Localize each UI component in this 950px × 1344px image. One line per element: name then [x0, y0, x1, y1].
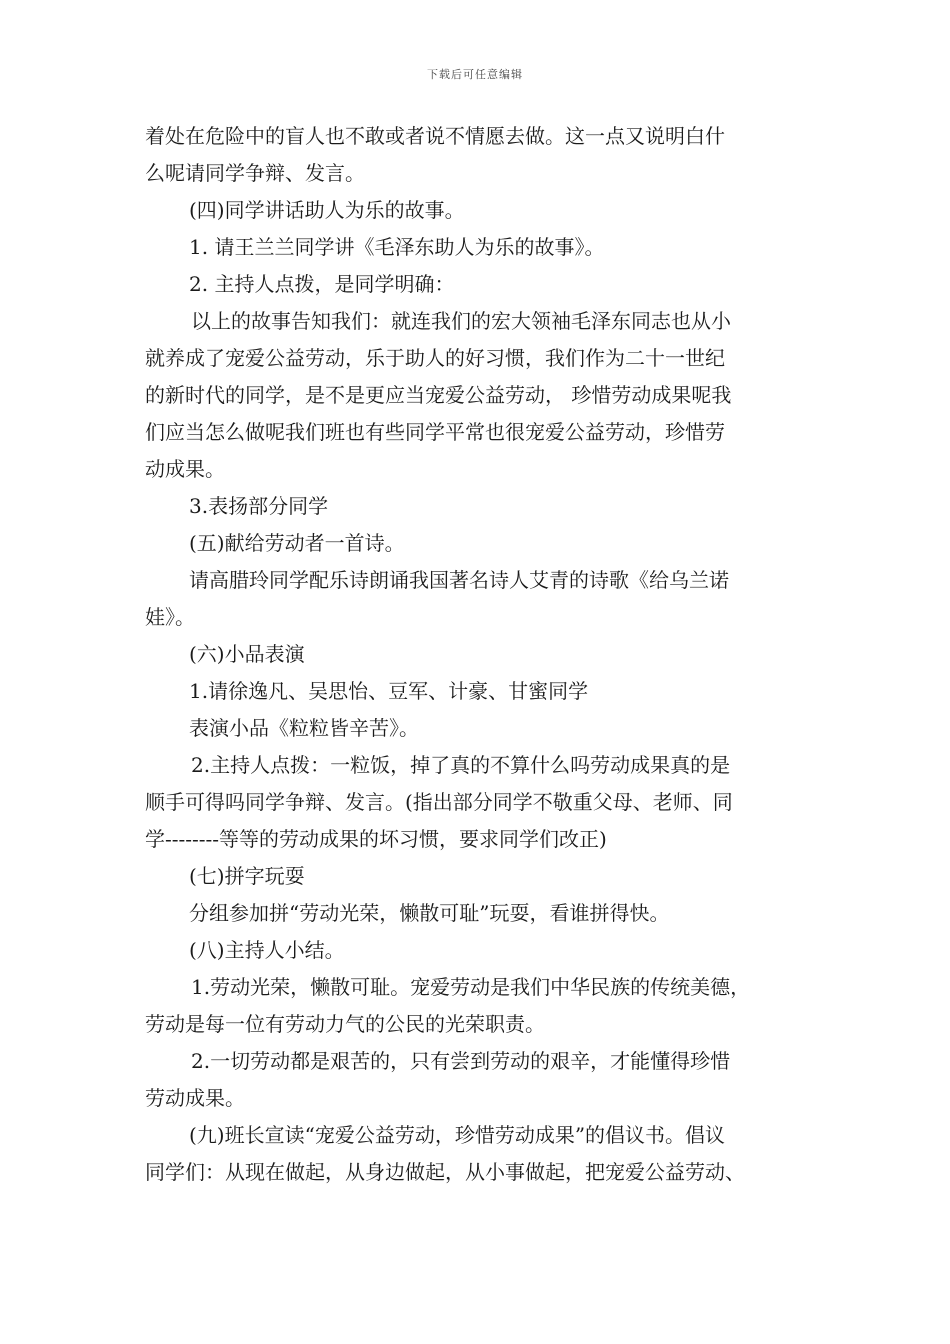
- list-item: 2.主持人点拨：一粒饭，掉了真的不算什么吗劳动成果真的是: [191, 753, 731, 777]
- section-heading: (四)同学讲话助人为乐的故事。: [189, 198, 465, 222]
- list-item: 3.表扬部分同学: [189, 494, 329, 518]
- text-line: 劳动是每一位有劳动力气的公民的光荣职责。: [145, 1012, 545, 1036]
- list-item: 2.一切劳动都是艰苦的，只有尝到劳动的艰辛，才能懂得珍惜: [191, 1049, 731, 1073]
- section-heading: (七)拼字玩耍: [189, 864, 305, 888]
- text-line: 表演小品《粒粒皆辛苦》。: [189, 716, 419, 740]
- text-line: 么呢请同学争辩、发言。: [145, 161, 365, 185]
- section-heading: (八)主持人小结。: [189, 938, 345, 962]
- text-line: 娃》。: [145, 605, 195, 629]
- text-line: 学--------等等的劳动成果的坏习惯，要求同学们改正): [145, 827, 607, 851]
- list-item: 1.请徐逸凡、吴思怡、豆军、计豪、甘蜜同学: [189, 679, 589, 703]
- list-item: 2. 主持人点拨，是同学明确：: [189, 272, 455, 296]
- list-item: 1. 请王兰兰同学讲《毛泽东助人为乐的故事》。: [189, 235, 605, 259]
- page-header: 下载后可任意编辑: [427, 68, 523, 81]
- section-heading: (五)献给劳动者一首诗。: [189, 531, 405, 555]
- text-line: 顺手可得吗同学争辩、发言。(指出部分同学不敬重父母、老师、同: [145, 790, 733, 814]
- text-line: 们应当怎么做呢我们班也有些同学平常也很宠爱公益劳动，珍惜劳: [145, 420, 725, 444]
- text-line: 就养成了宠爱公益劳动，乐于助人的好习惯，我们作为二十一世纪: [145, 346, 725, 370]
- text-line: 分组参加拼“劳动光荣，懒散可耻”玩耍，看谁拼得快。: [189, 901, 670, 925]
- text-line: 劳动成果。: [145, 1086, 245, 1110]
- text-line: 以上的故事告知我们：就连我们的宏大领袖毛泽东同志也从小: [191, 309, 731, 333]
- text-line: 的新时代的同学，是不是更应当宠爱公益劳动， 珍惜劳动成果呢我: [145, 383, 732, 407]
- section-heading: (六)小品表演: [189, 642, 305, 666]
- document-body: [145, 118, 825, 1191]
- list-item: 1.劳动光荣，懒散可耻。宠爱劳动是我们中华民族的传统美德，: [191, 975, 751, 999]
- text-line: 同学们：从现在做起，从身边做起，从小事做起，把宠爱公益劳动、: [145, 1160, 745, 1184]
- text-line: 动成果。: [145, 457, 225, 481]
- section-heading: (九)班长宣读“宠爱公益劳动，珍惜劳动成果”的倡议书。倡议: [189, 1123, 726, 1147]
- text-line: 着处在危险中的盲人也不敢或者说不情愿去做。这一点又说明白什: [145, 124, 725, 148]
- text-line: 请高腊玲同学配乐诗朗诵我国著名诗人艾青的诗歌《给乌兰诺: [189, 568, 729, 592]
